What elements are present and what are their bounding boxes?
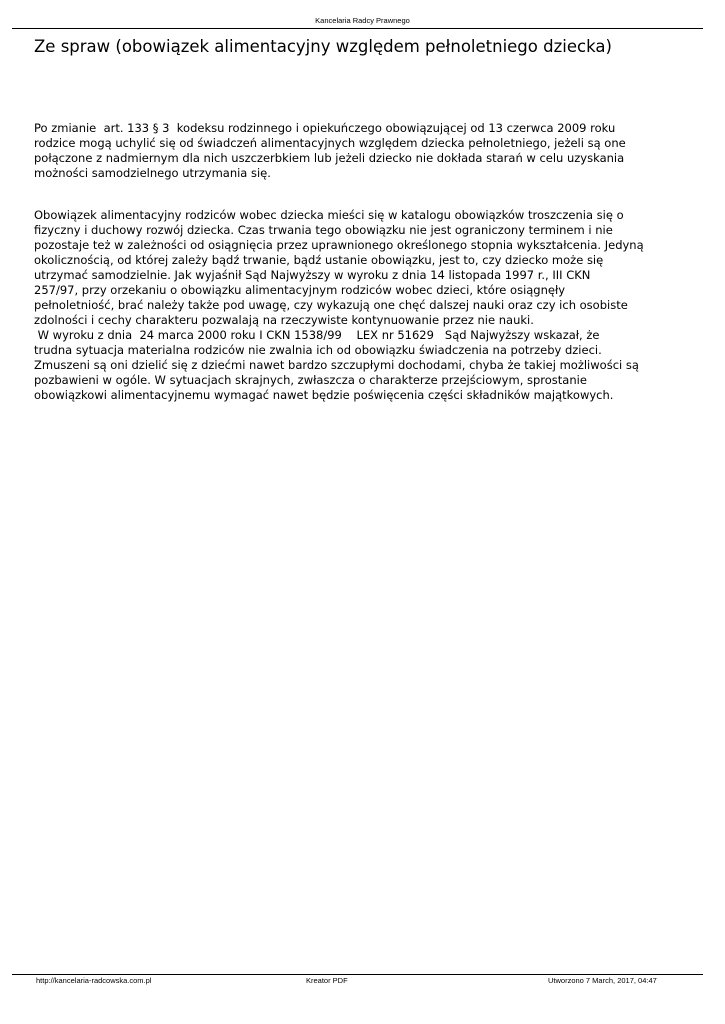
paragraph-line: pozostaje też w zależności od osiągnięcia przez uprawnionego określonego stopnia wykształcenia. Jedyną bbox=[34, 238, 644, 252]
paragraph-line: połączone z nadmiernym dla nich uszczerbkiem lub jeżeli dziecko nie dokłada starań w celu uzyskania bbox=[34, 151, 625, 165]
footer-generator: Kreator PDF bbox=[306, 976, 348, 985]
paragraph-intro bbox=[34, 121, 694, 181]
paragraph-line: Obowiązek alimentacyjny rodziców wobec dziecka mieści się w katalogu obowiązków troszczenia się o bbox=[34, 208, 624, 222]
paragraph-line: okolicznością, od której zależy bądź trwanie, bądź ustanie obowiązku, jest to, czy dziecko może się bbox=[34, 253, 604, 267]
paragraph-main bbox=[34, 208, 694, 403]
footer-divider bbox=[12, 974, 703, 975]
paragraph-line: W wyroku z dnia 24 marca 2000 roku I CKN 1538/99 LEX nr 51629 Sąd Najwyższy wskazał, że bbox=[34, 328, 600, 342]
paragraph-line: Po zmianie art. 133 § 3 kodeksu rodzinnego i opiekuńczego obowiązującej od 13 czerwca 2009 roku bbox=[34, 121, 616, 135]
footer-url: http://kancelaria-radcowska.com.pl bbox=[36, 976, 152, 985]
paragraph-line: zdolności i cechy charakteru pozwalają na rzeczywiste kontynuowanie przez nie nauki. bbox=[34, 313, 534, 327]
footer-created-date: Utworzono 7 March, 2017, 04:47 bbox=[548, 976, 657, 985]
page-header: Kancelaria Radcy Prawnego bbox=[315, 16, 410, 25]
paragraph-line: pozbawieni w ogóle. W sytuacjach skrajnych, zwłaszcza o charakterze przejściowym, sprostanie bbox=[34, 373, 587, 387]
paragraph-line: fizyczny i duchowy rozwój dziecka. Czas trwania tego obowiązku nie jest ograniczony terminem i nie bbox=[34, 223, 613, 237]
header-divider bbox=[12, 28, 703, 29]
paragraph-line: pełnoletniość, brać należy także pod uwagę, czy wykazują one chęć dalszej nauki oraz czy ich osobiste bbox=[34, 298, 628, 312]
paragraph-line: utrzymać samodzielnie. Jak wyjaśnił Sąd Najwyższy w wyroku z dnia 14 listopada 1997 r., III CKN bbox=[34, 268, 591, 282]
paragraph-line: 257/97, przy orzekaniu o obowiązku alimentacyjnym rodziców wobec dzieci, które osiągnęły bbox=[34, 283, 566, 297]
paragraph-line: obowiązkowi alimentacyjnemu wymagać nawet będzie poświęcenia części składników majątkowych. bbox=[34, 388, 614, 402]
paragraph-line: Zmuszeni są oni dzielić się z dziećmi nawet bardzo szczupłymi dochodami, chyba że takiej możliwości są bbox=[34, 358, 639, 372]
paragraph-line: rodzice mogą uchylić się od świadczeń alimentacyjnych względem dziecka pełnoletniego, jeżeli są one bbox=[34, 136, 626, 150]
paragraph-line: trudna sytuacja materialna rodziców nie zwalnia ich od obowiązku świadczenia na potrzeby dzieci. bbox=[34, 343, 602, 357]
article-title: Ze spraw (obowiązek alimentacyjny względem pełnoletniego dziecka) bbox=[34, 37, 612, 56]
paragraph-line: możności samodzielnego utrzymania się. bbox=[34, 166, 271, 180]
